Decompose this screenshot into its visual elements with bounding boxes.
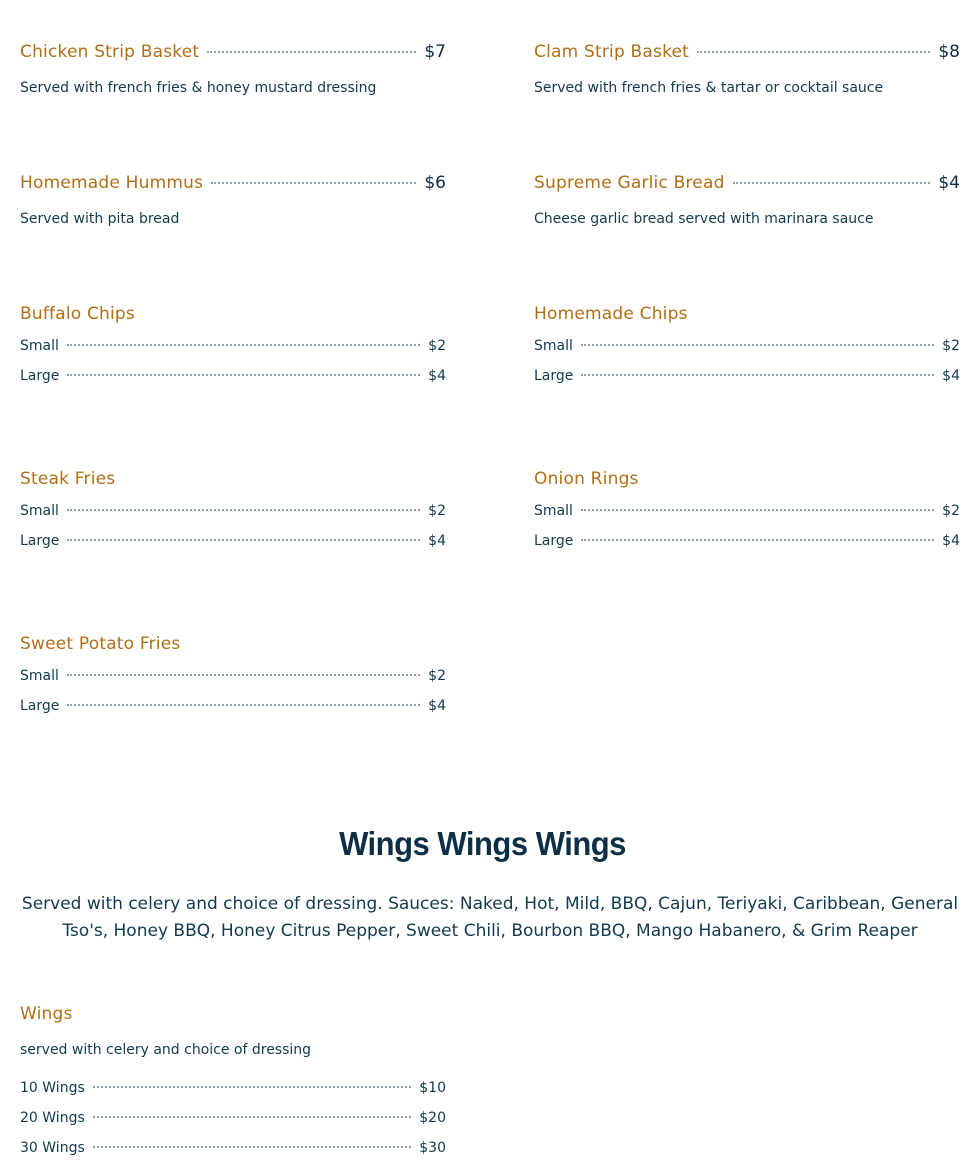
menu-item: [534, 469, 960, 549]
menu-item-name: Wings: [20, 1004, 73, 1024]
size-label: 30 Wings: [20, 1140, 85, 1156]
dot-leader: [67, 374, 420, 376]
menu-item: [20, 42, 446, 96]
size-option: [20, 1140, 446, 1156]
menu-item-price: $8: [938, 42, 960, 62]
menu-item-name: Onion Rings: [534, 469, 639, 489]
size-price: $2: [942, 503, 960, 519]
dot-leader: [733, 182, 931, 184]
menu-item-header: [20, 42, 446, 62]
size-label: Large: [20, 368, 60, 384]
size-option: [20, 338, 446, 354]
size-price: $4: [428, 533, 446, 549]
dot-leader: [67, 344, 420, 346]
menu-item-wings: [20, 1004, 446, 1156]
dot-leader: [581, 344, 934, 346]
size-price: $10: [419, 1080, 446, 1096]
dot-leader: [67, 539, 420, 541]
dot-leader: [697, 51, 930, 53]
size-option: [20, 1080, 446, 1096]
menu-item-header: [534, 173, 960, 193]
menu-item-header: [20, 173, 446, 193]
size-price: $4: [428, 368, 446, 384]
size-price: $4: [428, 698, 446, 714]
dot-leader: [581, 539, 934, 541]
dot-leader: [93, 1116, 412, 1118]
size-option: [20, 368, 446, 384]
size-label: Small: [534, 503, 573, 519]
size-label: Large: [534, 533, 574, 549]
size-price: $2: [428, 503, 446, 519]
dot-leader: [67, 674, 420, 676]
size-option: [534, 368, 960, 384]
menu-item-name: Chicken Strip Basket: [20, 42, 200, 62]
menu-item-price: $4: [938, 173, 960, 193]
menu-item: [20, 634, 446, 714]
dot-leader: [581, 509, 934, 511]
menu-item-name: Steak Fries: [20, 469, 116, 489]
size-label: Small: [20, 338, 59, 354]
dot-leader: [93, 1146, 412, 1148]
dot-leader: [93, 1086, 412, 1088]
size-label: 10 Wings: [20, 1080, 85, 1096]
size-option: [20, 533, 446, 549]
size-label: Small: [534, 338, 573, 354]
size-price: $2: [942, 338, 960, 354]
menu-item-name: Homemade Chips: [534, 304, 688, 324]
dot-leader: [211, 182, 416, 184]
size-label: Small: [20, 503, 59, 519]
menu-item-header: [534, 42, 960, 62]
menu-item-description: Cheese garlic bread served with marinara sauce: [534, 211, 874, 227]
menu-item-name: Sweet Potato Fries: [20, 634, 181, 654]
size-option: [20, 698, 446, 714]
menu-item-price: $6: [424, 173, 446, 193]
size-option: [534, 338, 960, 354]
menu-item-name: Supreme Garlic Bread: [534, 173, 725, 193]
menu-item-name: Clam Strip Basket: [534, 42, 690, 62]
size-price: $2: [428, 338, 446, 354]
size-option: [534, 533, 960, 549]
wings-section-description: Served with celery and choice of dressing. Sauces: Naked, Hot, Mild, BBQ, Cajun, Teriyaki, Caribbean, General Tso's, Honey BBQ, Honey Citrus Pepper, Sweet Chili, Bourbon BBQ, Mango Habanero, & Grim Reaper: [21, 894, 959, 941]
size-label: Large: [534, 368, 574, 384]
menu-item: [20, 173, 446, 227]
dot-leader: [207, 51, 416, 53]
size-price: $20: [419, 1110, 446, 1126]
menu-item: [534, 42, 960, 96]
size-label: 20 Wings: [20, 1110, 85, 1126]
menu-item-description: Served with pita bread: [20, 211, 180, 227]
menu-item-description: Served with french fries & tartar or cocktail sauce: [534, 80, 884, 96]
size-price: $2: [428, 668, 446, 684]
menu-item: [20, 304, 446, 384]
dot-leader: [67, 704, 420, 706]
menu-item: [534, 304, 960, 384]
menu-item-description: served with celery and choice of dressing: [20, 1042, 312, 1058]
size-price: $4: [942, 533, 960, 549]
size-option: [20, 503, 446, 519]
menu-item: [534, 173, 960, 227]
wings-section-heading: Wings Wings Wings: [339, 824, 626, 863]
dot-leader: [581, 374, 934, 376]
menu-item: [20, 469, 446, 549]
size-option: [20, 1110, 446, 1126]
size-price: $30: [419, 1140, 446, 1156]
menu-item-price: $7: [424, 42, 446, 62]
menu-item-name: Buffalo Chips: [20, 304, 135, 324]
size-label: Large: [20, 533, 60, 549]
menu-item-name: Homemade Hummus: [20, 173, 204, 193]
size-option: [534, 503, 960, 519]
size-label: Large: [20, 698, 60, 714]
size-price: $4: [942, 368, 960, 384]
dot-leader: [67, 509, 420, 511]
menu-item-description: Served with french fries & honey mustard dressing: [20, 80, 377, 96]
size-option: [20, 668, 446, 684]
size-label: Small: [20, 668, 59, 684]
